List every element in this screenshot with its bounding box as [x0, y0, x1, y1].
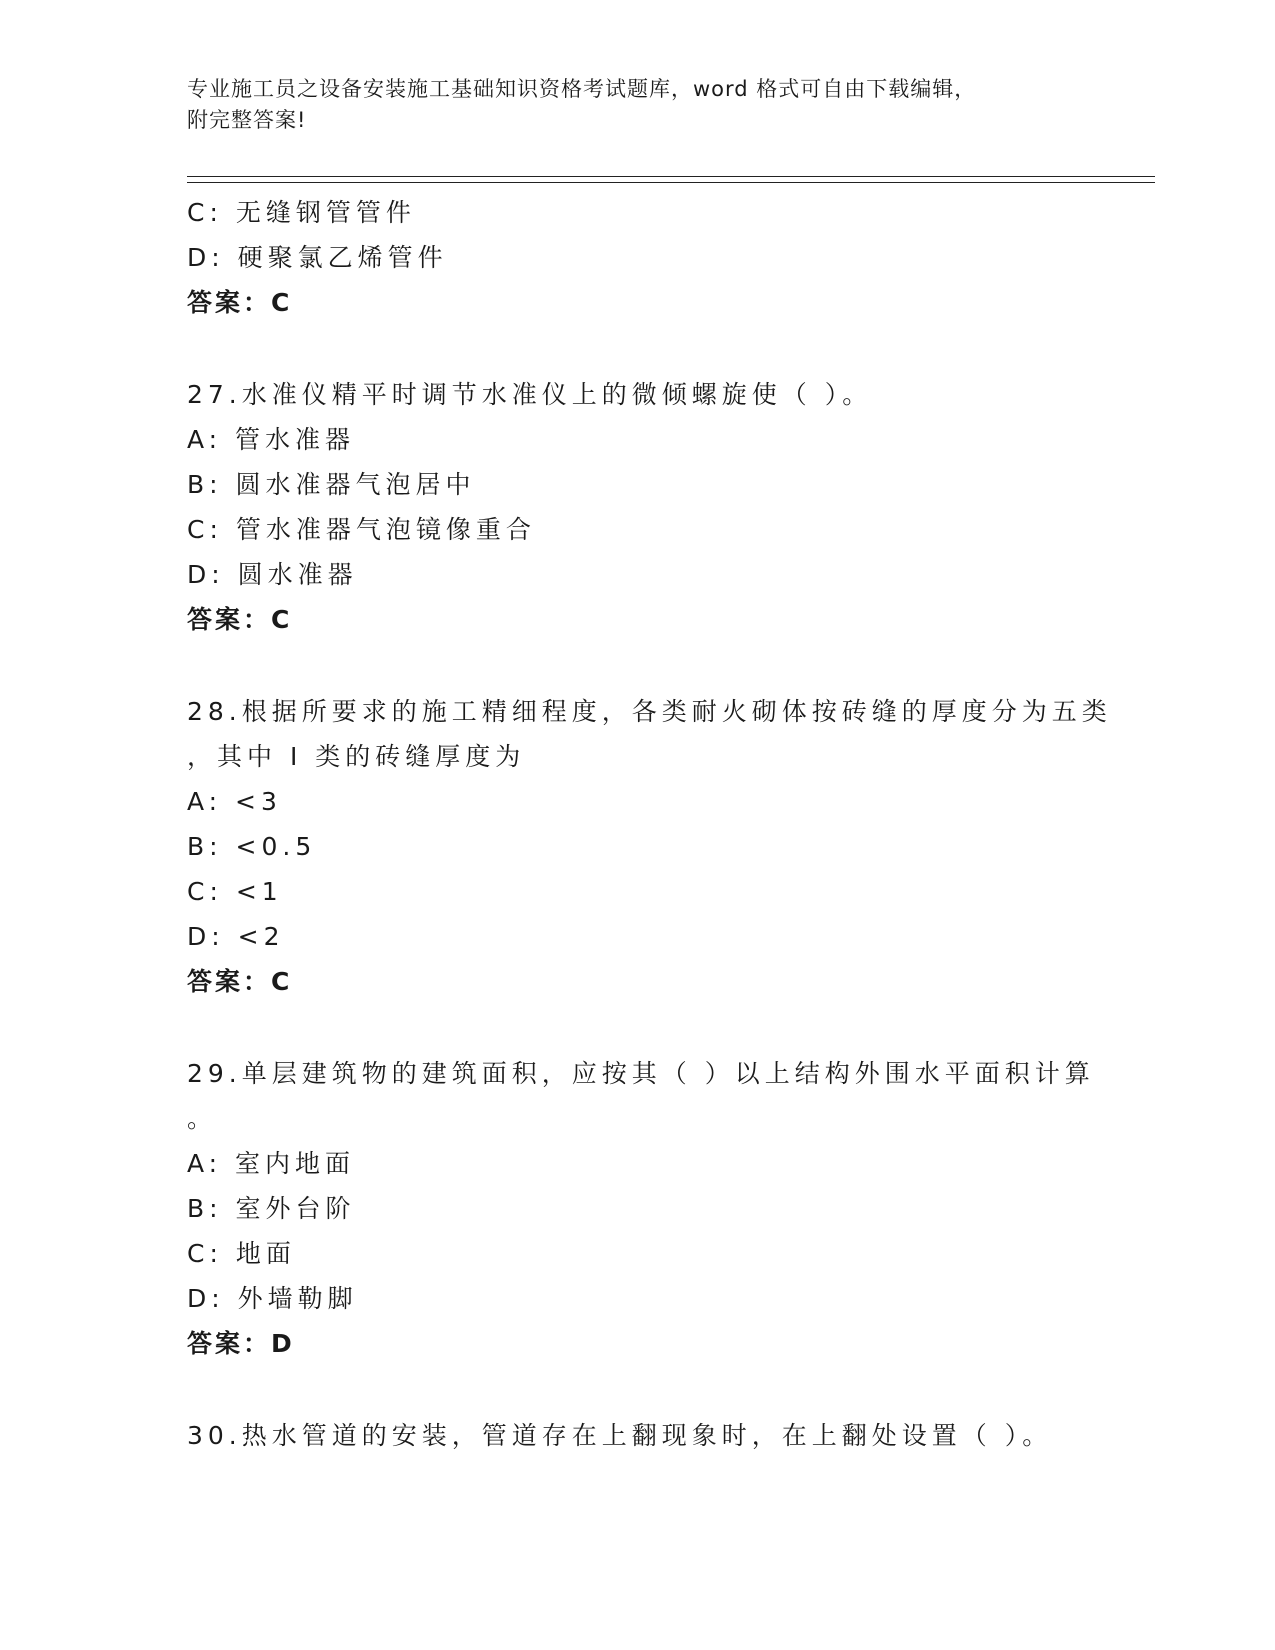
option-b: B: <0.5 — [187, 832, 317, 861]
answer-line: 答案：C — [187, 967, 293, 996]
option-a: A: 室内地面 — [187, 1149, 356, 1178]
header-divider-top — [187, 176, 1155, 177]
option-d: D: 硬聚氯乙烯管件 — [187, 243, 448, 272]
option-d: D: <2 — [187, 922, 285, 951]
question-27 — [187, 372, 1087, 642]
header-line-2: 附完整答案! — [187, 108, 307, 132]
question-stem: 30.热水管道的安装，管道存在上翻现象时，在上翻处设置（ ）。 — [187, 1421, 1053, 1450]
option-c: C: 无缝钢管管件 — [187, 198, 416, 227]
option-c: C: 管水准器气泡镜像重合 — [187, 515, 536, 544]
question-stem-continued: 。 — [187, 1104, 218, 1133]
question-28 — [187, 689, 1112, 1004]
option-b: B: 圆水准器气泡居中 — [187, 470, 476, 499]
question-stem: 27.水准仪精平时调节水准仪上的微倾螺旋使（ ）。 — [187, 380, 873, 409]
answer-line: 答案：C — [187, 605, 293, 634]
question-list — [187, 190, 1112, 1458]
header-divider-bottom — [187, 182, 1155, 183]
option-d: D: 外墙勒脚 — [187, 1284, 358, 1313]
document-header — [187, 74, 1067, 136]
answer-line: 答案：C — [187, 288, 293, 317]
option-a: A: <3 — [187, 787, 282, 816]
question-stem: 29.单层建筑物的建筑面积，应按其（ ）以上结构外围水平面积计算 — [187, 1059, 1095, 1088]
question-continuation — [187, 190, 1087, 325]
option-c: C: <1 — [187, 877, 283, 906]
question-29 — [187, 1051, 1095, 1366]
header-line-1: 专业施工员之设备安装施工基础知识资格考试题库，word 格式可自由下载编辑， — [187, 77, 977, 101]
option-a: A: 管水准器 — [187, 425, 356, 454]
answer-line: 答案：D — [187, 1329, 295, 1358]
question-stem: 28.根据所要求的施工精细程度，各类耐火砌体按砖缝的厚度分为五类 — [187, 697, 1112, 726]
question-stem-continued: ，其中 I 类的砖缝厚度为 — [187, 742, 526, 771]
option-b: B: 室外台阶 — [187, 1194, 356, 1223]
option-c: C: 地面 — [187, 1239, 296, 1268]
option-d: D: 圆水准器 — [187, 560, 358, 589]
question-30 — [187, 1413, 1087, 1458]
